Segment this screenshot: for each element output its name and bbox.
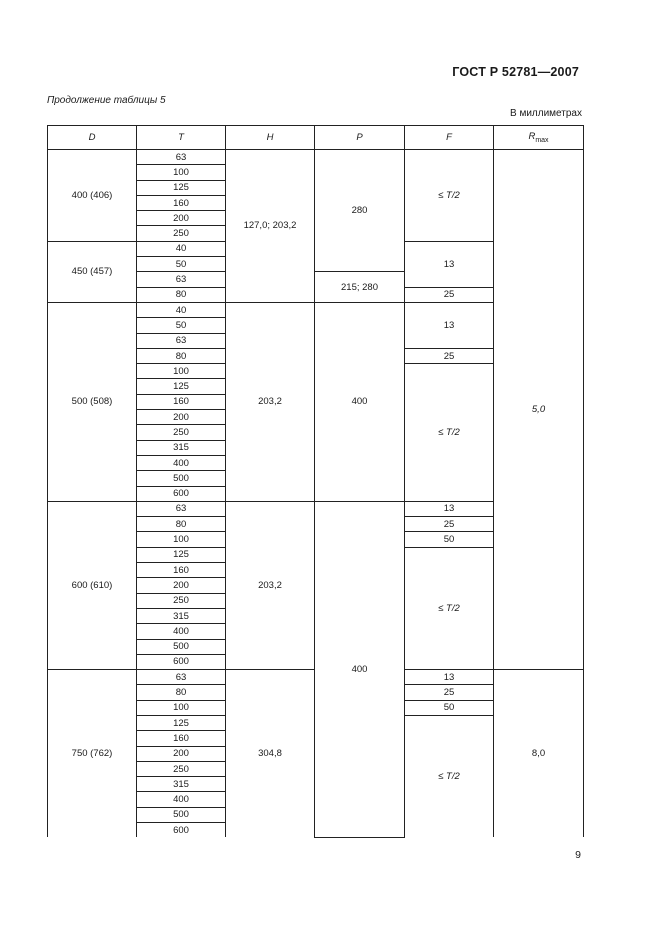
cell-t: 200 bbox=[137, 746, 226, 761]
cell-f: 25 bbox=[405, 517, 494, 532]
cell-f bbox=[405, 364, 494, 502]
cell-t: 500 bbox=[137, 639, 226, 654]
cell-t: 500 bbox=[137, 471, 226, 486]
col-header-p: P bbox=[315, 126, 405, 150]
cell-rmax bbox=[494, 150, 584, 670]
cell-t: 315 bbox=[137, 440, 226, 455]
cell-t: 200 bbox=[137, 410, 226, 425]
cell-t: 600 bbox=[137, 486, 226, 501]
cell-f: 25 bbox=[405, 685, 494, 700]
cell-f: 50 bbox=[405, 532, 494, 547]
cell-t: 80 bbox=[137, 517, 226, 532]
cell-f: 13 bbox=[405, 670, 494, 685]
cell-d: 500 (508) bbox=[48, 302, 137, 501]
cell-t: 250 bbox=[137, 761, 226, 776]
cell-d: 600 (610) bbox=[48, 501, 137, 669]
cell-f bbox=[405, 547, 494, 669]
col-header-t: T bbox=[137, 126, 226, 150]
cell-t: 100 bbox=[137, 364, 226, 379]
page-number: 9 bbox=[575, 849, 581, 861]
cell-d: 400 (406) bbox=[48, 150, 137, 242]
cell-t: 50 bbox=[137, 257, 226, 272]
cell-p: 215; 280 bbox=[315, 272, 405, 303]
cell-t: 500 bbox=[137, 807, 226, 822]
cell-p: 400 bbox=[315, 501, 405, 837]
standard-designation: ГОСТ Р 52781—2007 bbox=[452, 65, 579, 79]
cell-t: 400 bbox=[137, 792, 226, 807]
cell-rmax: 8,0 bbox=[494, 670, 584, 838]
cell-p: 280 bbox=[315, 150, 405, 272]
units-note: В миллиметрах bbox=[510, 108, 582, 119]
cell-t: 125 bbox=[137, 715, 226, 730]
cell-rmax-value: 5,0 bbox=[531, 404, 546, 416]
cell-f: 13 bbox=[405, 241, 494, 287]
col-header-rmax bbox=[494, 126, 584, 150]
cell-t: 125 bbox=[137, 379, 226, 394]
cell-f-value: ≤ T/2 bbox=[438, 602, 460, 614]
cell-t: 600 bbox=[137, 654, 226, 669]
cell-h: 304,8 bbox=[226, 670, 315, 838]
cell-f: 13 bbox=[405, 302, 494, 348]
table-header-row bbox=[48, 126, 584, 150]
cell-t: 80 bbox=[137, 685, 226, 700]
cell-t: 100 bbox=[137, 165, 226, 180]
cell-t: 100 bbox=[137, 700, 226, 715]
col-header-d: D bbox=[48, 126, 137, 150]
cell-t: 63 bbox=[137, 501, 226, 516]
col-header-h: H bbox=[226, 126, 315, 150]
cell-t: 600 bbox=[137, 823, 226, 838]
cell-t: 125 bbox=[137, 547, 226, 562]
cell-t: 125 bbox=[137, 180, 226, 195]
cell-h: 203,2 bbox=[226, 302, 315, 501]
cell-h: 127,0; 203,2 bbox=[226, 150, 315, 303]
cell-t: 315 bbox=[137, 777, 226, 792]
cell-f: 25 bbox=[405, 287, 494, 302]
cell-f: 13 bbox=[405, 501, 494, 516]
cell-t: 40 bbox=[137, 302, 226, 317]
cell-t: 160 bbox=[137, 731, 226, 746]
cell-t: 80 bbox=[137, 348, 226, 363]
cell-f-value: ≤ T/2 bbox=[438, 771, 460, 783]
cell-t: 250 bbox=[137, 226, 226, 241]
col-header-f: F bbox=[405, 126, 494, 150]
cell-t: 400 bbox=[137, 624, 226, 639]
cell-f: 50 bbox=[405, 700, 494, 715]
table-row bbox=[48, 150, 584, 165]
cell-t: 63 bbox=[137, 670, 226, 685]
cell-f bbox=[405, 715, 494, 837]
cell-h: 203,2 bbox=[226, 501, 315, 669]
cell-t: 250 bbox=[137, 593, 226, 608]
cell-t: 63 bbox=[137, 150, 226, 165]
cell-t: 160 bbox=[137, 195, 226, 210]
table-caption: Продолжение таблицы 5 bbox=[47, 95, 166, 106]
cell-f-value: ≤ T/2 bbox=[438, 426, 460, 438]
cell-f-value: ≤ T/2 bbox=[438, 189, 460, 201]
col-header-r: R bbox=[528, 131, 536, 143]
cell-t: 80 bbox=[137, 287, 226, 302]
col-header-r-sub: max bbox=[535, 136, 549, 144]
cell-f: 25 bbox=[405, 348, 494, 363]
cell-t: 315 bbox=[137, 608, 226, 623]
cell-t: 160 bbox=[137, 394, 226, 409]
cell-t: 400 bbox=[137, 455, 226, 470]
cell-p: 400 bbox=[315, 302, 405, 501]
cell-t: 40 bbox=[137, 241, 226, 256]
cell-t: 50 bbox=[137, 318, 226, 333]
cell-t: 200 bbox=[137, 211, 226, 226]
dimensions-table bbox=[47, 125, 584, 838]
cell-t: 200 bbox=[137, 578, 226, 593]
cell-t: 160 bbox=[137, 563, 226, 578]
cell-t: 63 bbox=[137, 272, 226, 287]
cell-t: 63 bbox=[137, 333, 226, 348]
cell-d: 750 (762) bbox=[48, 670, 137, 838]
cell-t: 100 bbox=[137, 532, 226, 547]
cell-d: 450 (457) bbox=[48, 241, 137, 302]
cell-t: 250 bbox=[137, 425, 226, 440]
cell-f bbox=[405, 150, 494, 242]
